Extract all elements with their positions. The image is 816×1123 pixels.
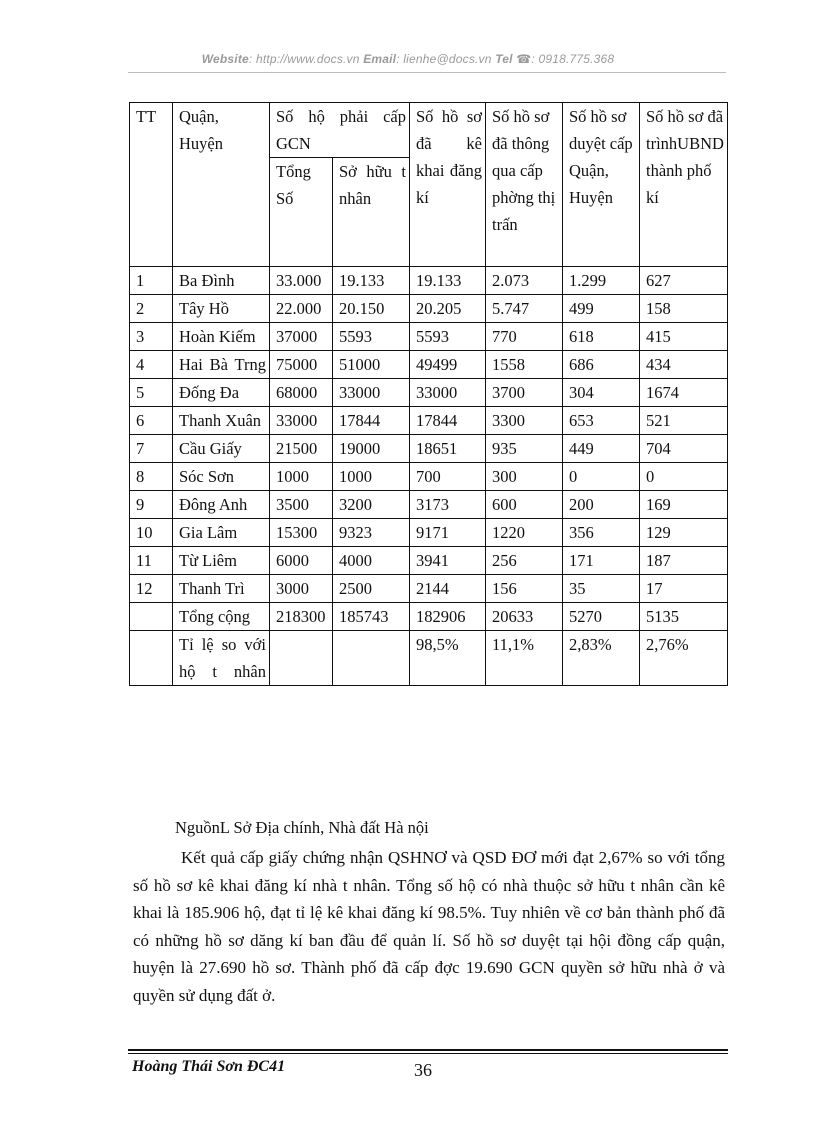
households-total: 1000 [270,463,333,491]
page-number: 36 [414,1060,432,1080]
email-label: Email [363,52,397,66]
registered-count: 20.205 [410,295,486,323]
households-total: 33000 [270,407,333,435]
registered-count: 18651 [410,435,486,463]
header-city: Số hồ sơ đã trìnhUBND thành phố kí [640,103,728,267]
district-approved: 35 [563,575,640,603]
sum-label: Tổng cộng [173,603,270,631]
table-row [130,575,728,603]
registered-count: 33000 [410,379,486,407]
header-district: Quận, Huyện [173,103,270,267]
ward-approved: 1558 [486,351,563,379]
district-approved: 171 [563,547,640,575]
city-submitted: 169 [640,491,728,519]
table-row [130,435,728,463]
sum-private: 185743 [333,603,410,631]
table-row [130,351,728,379]
table-row [130,491,728,519]
district-name: Cầu Giấy [173,435,270,463]
row-index [130,631,173,686]
table-row [130,379,728,407]
registered-count: 3173 [410,491,486,519]
households-total: 21500 [270,435,333,463]
page-header [0,52,816,66]
source-note: NguồnL Sở Địa chính, Nhà đất Hà nội [175,818,429,837]
households-total: 22.000 [270,295,333,323]
row-index: 2 [130,295,173,323]
ward-approved: 156 [486,575,563,603]
registered-count: 2144 [410,575,486,603]
households-private: 2500 [333,575,410,603]
header-registered: Số hồ sơ đã kê khai đăng kí [410,103,486,267]
row-index: 9 [130,491,173,519]
households-total: 15300 [270,519,333,547]
city-submitted: 17 [640,575,728,603]
households-private: 17844 [333,407,410,435]
row-index: 11 [130,547,173,575]
tel-number: : 0918.775.368 [531,52,615,66]
households-total: 3500 [270,491,333,519]
row-index: 4 [130,351,173,379]
city-submitted: 704 [640,435,728,463]
households-total: 33.000 [270,267,333,295]
row-index: 8 [130,463,173,491]
city-submitted: 129 [640,519,728,547]
city-submitted: 521 [640,407,728,435]
district-approved: 356 [563,519,640,547]
district-approved: 0 [563,463,640,491]
sum-city: 5135 [640,603,728,631]
households-private: 4000 [333,547,410,575]
registered-count: 700 [410,463,486,491]
table-row [130,295,728,323]
city-submitted: 434 [640,351,728,379]
registered-count: 5593 [410,323,486,351]
sum-dist: 5270 [563,603,640,631]
header-households: Số hộ phải cấp GCN [270,103,410,158]
header-private: Sở hữu t nhân [333,158,410,267]
district-name: Hai Bà Trng [173,351,270,379]
district-approved: 686 [563,351,640,379]
ratio-reg: 98,5% [410,631,486,686]
ratio-label: Tỉ lệ so với hộ t nhân [173,631,270,686]
households-private: 1000 [333,463,410,491]
row-index: 7 [130,435,173,463]
households-total: 3000 [270,575,333,603]
households-private: 9323 [333,519,410,547]
ratio-private [333,631,410,686]
row-index [130,603,173,631]
district-name: Từ Liêm [173,547,270,575]
tel-label: Tel [495,52,513,66]
households-private: 3200 [333,491,410,519]
row-index: 5 [130,379,173,407]
city-submitted: 158 [640,295,728,323]
ward-approved: 300 [486,463,563,491]
ward-approved: 770 [486,323,563,351]
row-index: 1 [130,267,173,295]
households-private: 19000 [333,435,410,463]
body-paragraph: Kết quả cấp giấy chứng nhận QSHNƠ và QSD ĐƠ mới đạt 2,67% so với tổng số hồ sơ kê khai đăng kí nhà t nhân. Tổng số hộ có nhà thuộc sở hữu t nhân cần kê khai là 185.906 hộ, đạt tỉ lệ kê khai đăng kí 98.5%. Tuy nhiên về cơ bản thành phố đã có những hồ sơ dăng kí ban đầu để quản lí. Số hồ sơ duyệt tại hội đồng cấp quận, huyện là 27.690 hồ sơ. Thành phố đã cấp đợc 19.690 GCN quyền sở hữu nhà ở và quyền sử dụng đất ở. [133,848,725,1005]
website-label: Website [201,52,249,66]
statistics-table [129,102,728,686]
ward-approved: 2.073 [486,267,563,295]
district-name: Ba Đình [173,267,270,295]
district-name: Gia Lâm [173,519,270,547]
website-url[interactable]: : http://www.docs.vn [248,52,360,66]
households-total: 37000 [270,323,333,351]
district-name: Thanh Trì [173,575,270,603]
row-index: 3 [130,323,173,351]
sum-ward: 20633 [486,603,563,631]
total-row [130,603,728,631]
households-total: 6000 [270,547,333,575]
district-name: Thanh Xuân [173,407,270,435]
district-name: Tây Hồ [173,295,270,323]
row-index: 6 [130,407,173,435]
row-index: 10 [130,519,173,547]
footer-author: Hoàng Thái Sơn ĐC41 [132,1058,286,1075]
registered-count: 19.133 [410,267,486,295]
ward-approved: 3300 [486,407,563,435]
ratio-ward: 11,1% [486,631,563,686]
households-private: 19.133 [333,267,410,295]
district-name: Hoàn Kiếm [173,323,270,351]
district-name: Đống Đa [173,379,270,407]
city-submitted: 0 [640,463,728,491]
table-row [130,463,728,491]
ward-approved: 256 [486,547,563,575]
households-private: 20.150 [333,295,410,323]
table-row [130,267,728,295]
ward-approved: 935 [486,435,563,463]
ratio-row [130,631,728,686]
registered-count: 49499 [410,351,486,379]
ward-approved: 3700 [486,379,563,407]
header-tt: TT [130,103,173,267]
header-ward: Số hồ sơ đã thông qua cấp phờng thị trấn [486,103,563,267]
city-submitted: 1674 [640,379,728,407]
district-approved: 200 [563,491,640,519]
ratio-city: 2,76% [640,631,728,686]
footer-rule-thin [128,1053,728,1054]
households-total: 75000 [270,351,333,379]
registered-count: 17844 [410,407,486,435]
header-rule [128,72,726,73]
registered-count: 3941 [410,547,486,575]
footer-rule [128,1049,728,1051]
district-approved: 499 [563,295,640,323]
header-total: Tổng Số [270,158,333,267]
ward-approved: 5.747 [486,295,563,323]
district-name: Đông Anh [173,491,270,519]
ratio-dist: 2,83% [563,631,640,686]
header-district-approved: Số hồ sơ duyệt cấp Quận, Huyện [563,103,640,267]
district-approved: 449 [563,435,640,463]
email-address[interactable]: : lienhe@docs.vn [396,52,492,66]
district-approved: 653 [563,407,640,435]
table-row [130,547,728,575]
table-row [130,519,728,547]
registered-count: 9171 [410,519,486,547]
district-approved: 304 [563,379,640,407]
district-name: Sóc Sơn [173,463,270,491]
households-private: 33000 [333,379,410,407]
city-submitted: 415 [640,323,728,351]
households-total: 68000 [270,379,333,407]
sum-reg: 182906 [410,603,486,631]
ward-approved: 1220 [486,519,563,547]
ratio-total [270,631,333,686]
district-approved: 618 [563,323,640,351]
ward-approved: 600 [486,491,563,519]
table-row [130,323,728,351]
sum-total: 218300 [270,603,333,631]
households-private: 5593 [333,323,410,351]
table-header-row [130,103,728,158]
row-index: 12 [130,575,173,603]
table-row [130,407,728,435]
households-private: 51000 [333,351,410,379]
city-submitted: 187 [640,547,728,575]
city-submitted: 627 [640,267,728,295]
district-approved: 1.299 [563,267,640,295]
phone-icon: ☎ [516,52,532,66]
